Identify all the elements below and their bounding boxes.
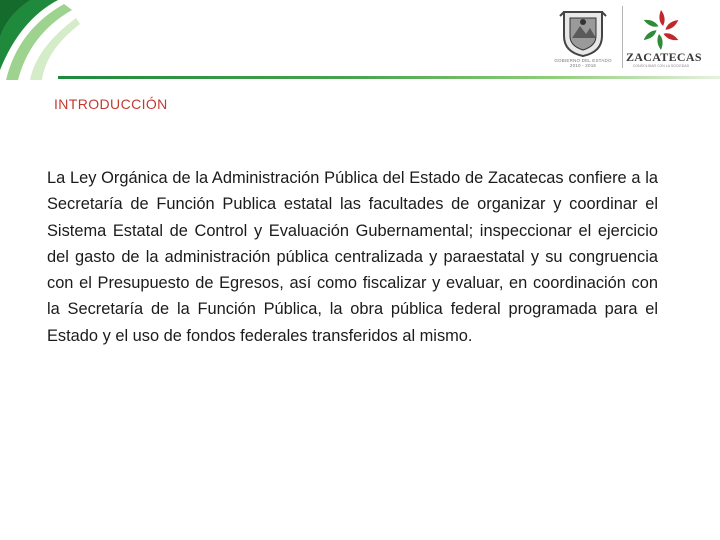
section-title: INTRODUCCIÓN [54,96,168,112]
coat-of-arms-icon [556,8,610,58]
caption-line-1: GOBIERNO DEL ESTADO [554,58,612,63]
logo-divider [622,6,623,68]
state-government-caption [552,58,614,68]
zacatecas-wordmark: ZACATECAS [626,50,702,64]
body-paragraph: La Ley Orgánica de la Administración Pública del Estado de Zacatecas confiere a la Secretaría de Función Publica estatal las facultades de organizar y coordinar el Sistema Estatal de Control y Evaluación Gubernamental; inspeccionar el ejercicio del gasto de la administración pública centralizada y paraestatal y su congruencia con el Presupuesto de Egresos, así como fiscalizar y evaluar, en coordinación con la Secretaría de la Función Pública, la obra pública federal programada para el Estado y el uso de fondos federales transferidos al mismo. [47,169,658,345]
header-divider [58,76,720,79]
caption-line-2: 2010 - 2016 [569,63,597,68]
corner-decoration [0,0,80,80]
zacatecas-tagline: CONSOLIDAR CON LA SOCIEDAD [632,64,690,68]
